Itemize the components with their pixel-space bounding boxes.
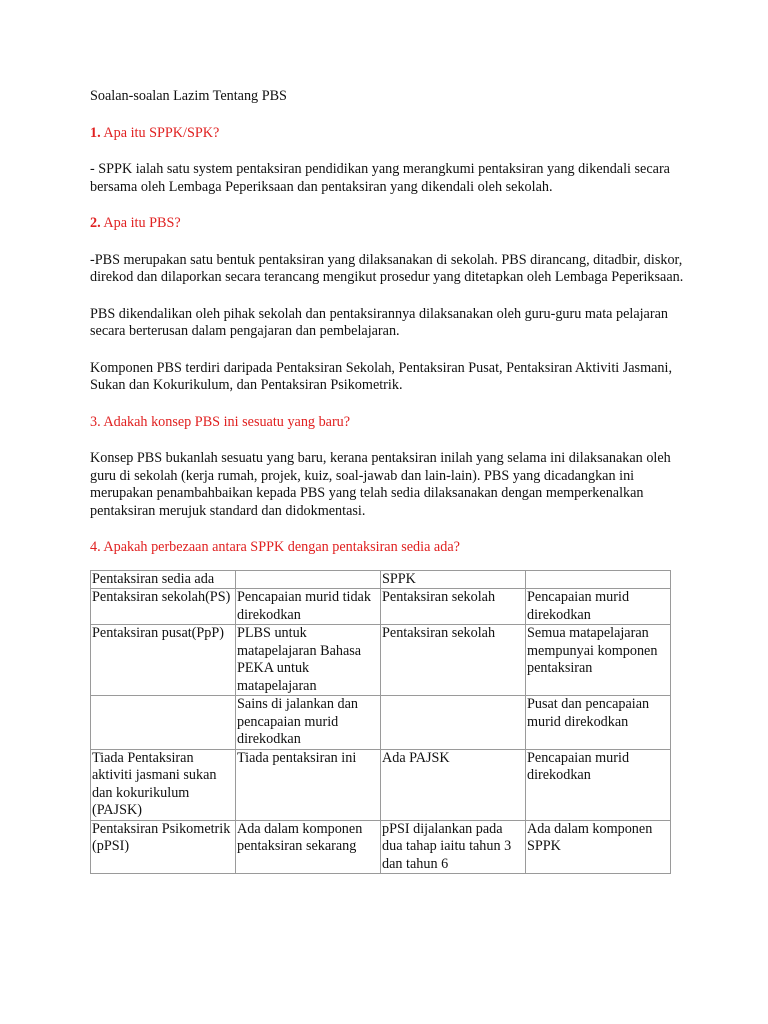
table-cell: Ada dalam komponen pentaksiran sekarang [236,820,381,874]
table-cell [381,696,526,750]
table-cell [91,696,236,750]
question-1 [90,125,690,143]
table-cell: Ada dalam komponen SPPK [526,820,671,874]
question-2-number: 2. [90,215,101,231]
answer-2-paragraph-3: Komponen PBS terdiri daripada Pentaksiran Sekolah, Pentaksiran Pusat, Pentaksiran Aktiviti Jasmani, Sukan dan Kokurikulum, dan Pentaksiran Psikometrik. [90,359,672,393]
table-cell: Pencapaian murid direkodkan [526,589,671,625]
table-row [91,625,671,696]
question-3: 3. Adakah konsep PBS ini sesuatu yang baru? [90,413,351,430]
table-cell: Pusat dan pencapaian murid direkodkan [526,696,671,750]
table-cell: pPSI dijalankan pada dua tahap iaitu tahun 3 dan tahun 6 [381,820,526,874]
question-4: 4. Apakah perbezaan antara SPPK dengan pentaksiran sedia ada? [90,539,460,555]
table-cell: Pencapaian murid direkodkan [526,749,671,820]
table-row [91,820,671,874]
table-cell: Pencapaian murid tidak direkodkan [236,589,381,625]
answer-2-paragraph-2: PBS dikendalikan oleh pihak sekolah dan pentaksirannya dilaksanakan oleh guru-guru mata pelajaran secara berterusan dalam pengajaran dan pembelajaran. [90,305,668,339]
table-cell [236,570,381,589]
table-cell: Pentaksiran sedia ada [91,570,236,589]
table-cell: Pentaksiran Psikometrik (pPSI) [91,820,236,874]
question-1-text: Apa itu SPPK/SPK? [103,124,220,141]
table-cell: SPPK [381,570,526,589]
question-2-text: Apa itu PBS? [103,215,181,231]
table-cell: Tiada pentaksiran ini [236,749,381,820]
table-cell: Pentaksiran pusat(PpP) [91,625,236,696]
table-cell: Semua matapelajaran mempunyai komponen pentaksiran [526,625,671,696]
table-row [91,570,671,589]
table-row [91,696,671,750]
question-2 [90,215,690,233]
comparison-table [90,570,671,875]
table-cell: PLBS untuk matapelajaran Bahasa PEKA untuk matapelajaran [236,625,381,696]
answer-2-paragraph-1: -PBS merupakan satu bentuk pentaksiran yang dilaksanakan di sekolah. PBS dirancang, ditadbir, diskor, direkod dan dilaporkan secara terancang mengikut prosedur yang ditetapkan oleh Lembaga Peperiksaan. [90,251,684,285]
table-row [91,589,671,625]
table-cell: Tiada Pentaksiran aktiviti jasmani sukan dan kokurikulum (PAJSK) [91,749,236,820]
answer-1: - SPPK ialah satu system pentaksiran pendidikan yang merangkumi pentaksiran yang dikendali secara bersama oleh Lembaga Peperiksaan dan pentaksiran yang dikendali oleh sekolah. [90,161,670,195]
question-1-number: 1. [90,124,101,141]
table-cell: Pentaksiran sekolah [381,589,526,625]
document-body [90,88,690,874]
table-cell [526,570,671,589]
table-cell: Ada PAJSK [381,749,526,820]
table-cell: Pentaksiran sekolah [381,625,526,696]
answer-3: Konsep PBS bukanlah sesuatu yang baru, kerana pentaksiran inilah yang selama ini dilaksanakan oleh guru di sekolah (kerja rumah, projek, kuiz, soal-jawab dan lain-lain). PBS yang dicadangkan ini merupakan penambahbaikan kepada PBS yang telah sedia dilaksanakan dengan memperkenalkan pentaksiran merujuk standard dan didokmentasi. [90,450,671,519]
table-cell: Pentaksiran sekolah(PS) [91,589,236,625]
table-cell: Sains di jalankan dan pencapaian murid direkodkan [236,696,381,750]
table-row [91,749,671,820]
document-title: Soalan-soalan Lazim Tentang PBS [90,88,287,104]
